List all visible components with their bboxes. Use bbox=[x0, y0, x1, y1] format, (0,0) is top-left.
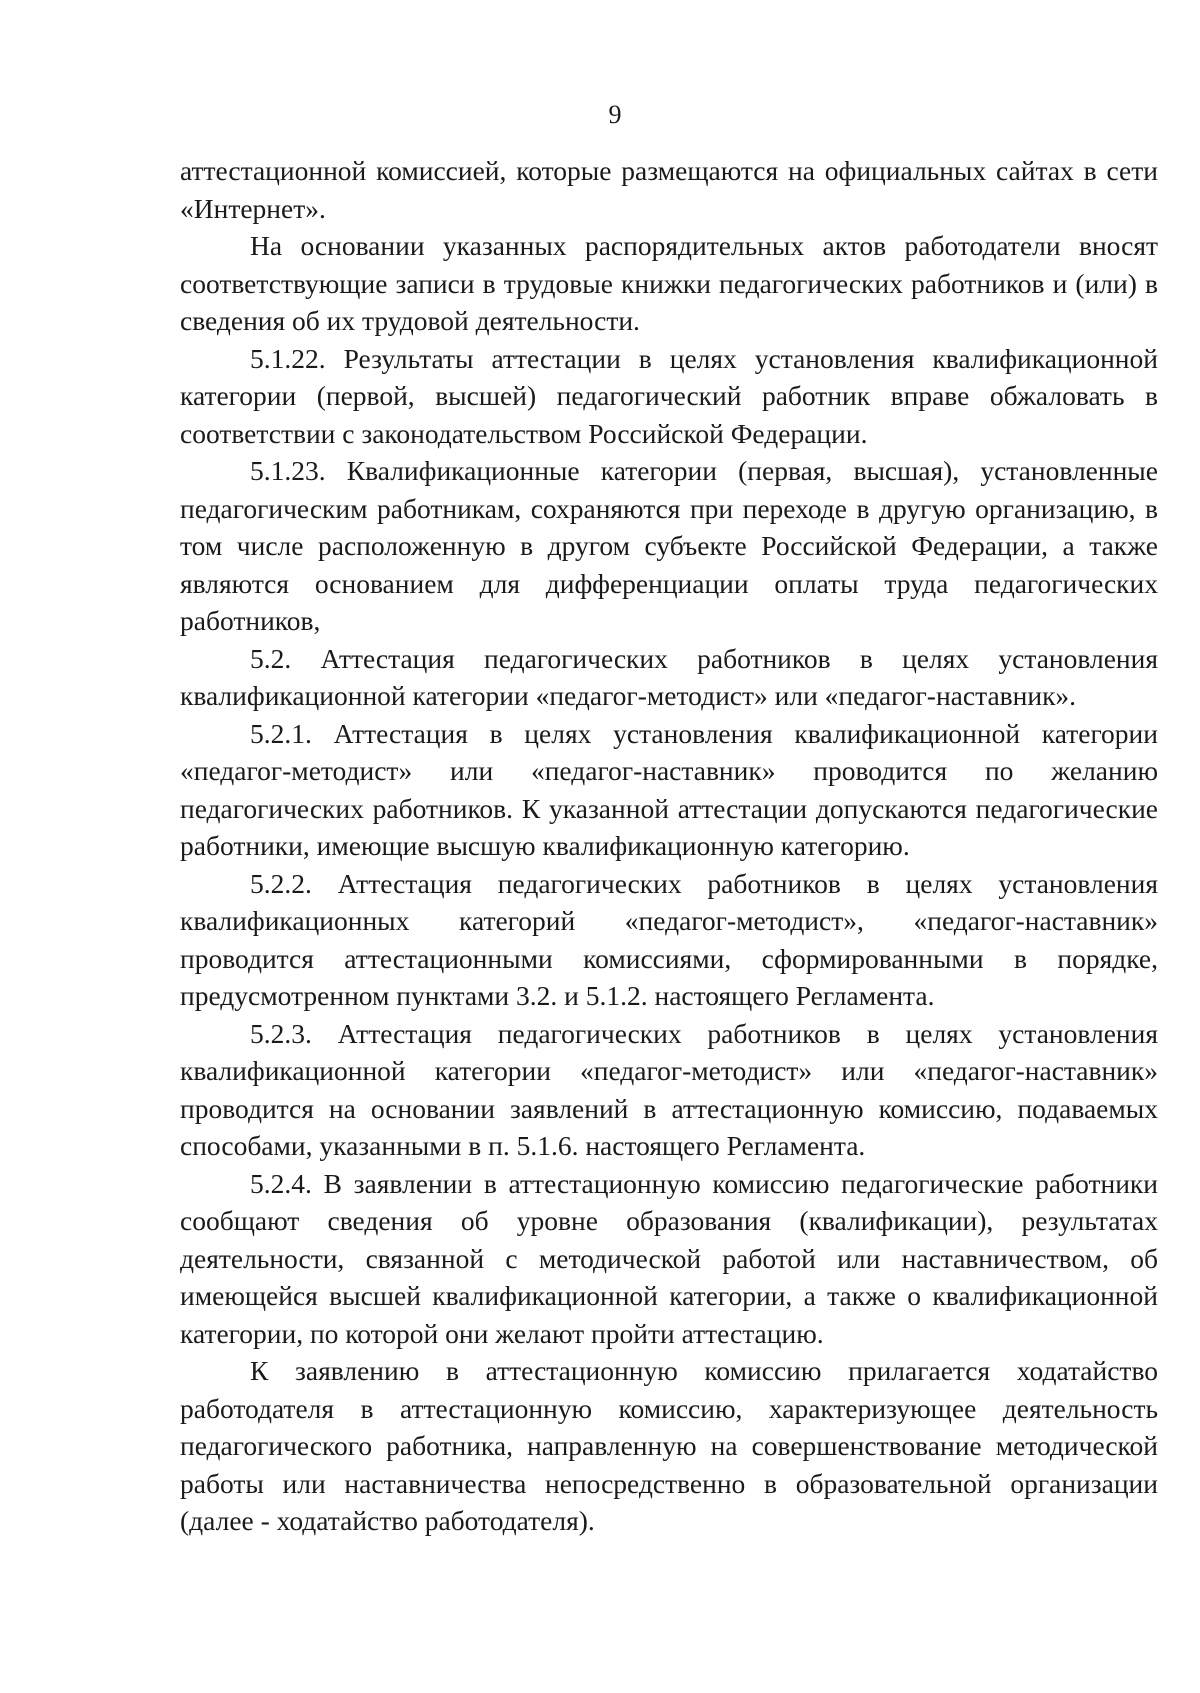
paragraph-5-2: 5.2. Аттестация педагогических работников в целях установления квалификационной категории «педагог-методист» или «педагог-наставник». bbox=[180, 642, 1158, 711]
paragraph-5-2-4: 5.2.4. В заявлении в аттестационную комиссию педагогические работники сообщают сведения об уровне образования (квалификации), результатах деятельности, связанной с методической работой или наставничеством, об имеющейся высшей квалификационной категории, а также о квалификационной категории, по которой они желают пройти аттестацию. bbox=[180, 1167, 1158, 1349]
paragraph-5-2-1: 5.2.1. Аттестация в целях установления квалификационной категории «педагог-методист» или «педагог-наставник» проводится по желанию педагогических работников. К указанной аттестации допускаются педагогические работники, имеющие высшую квалификационную категорию. bbox=[180, 717, 1158, 861]
paragraph-continuation: аттестационной комиссией, которые размещаются на официальных сайтах в сети «Интернет». bbox=[180, 155, 1158, 224]
paragraph-5-1-22: 5.1.22. Результаты аттестации в целях установления квалификационной категории (первой, высшей) педагогический работник вправе обжаловать в соответствии с законодательством Российской Федерации. bbox=[180, 342, 1158, 449]
document-body bbox=[180, 152, 1158, 1540]
paragraph-5-2-2: 5.2.2. Аттестация педагогических работников в целях установления квалификационных категорий «педагог-методист», «педагог-наставник» проводится аттестационными комиссиями, сформированными в порядке, предусмотренном пунктами 3.2. и 5.1.2. настоящего Регламента. bbox=[180, 867, 1158, 1011]
paragraph-5-1-23: 5.1.23. Квалификационные категории (первая, высшая), установленные педагогическим работникам, сохраняются при переходе в другую организацию, в том числе расположенную в другом субъекте Российской Федерации, а также являются основанием для дифференциации оплаты труда педагогических работников, bbox=[180, 455, 1158, 636]
paragraph-5-2-3: 5.2.3. Аттестация педагогических работников в целях установления квалификационной категории «педагог-методист» или «педагог-наставник» проводится на основании заявлений в аттестационную комиссию, подаваемых способами, указанными в п. 5.1.6. настоящего Регламента. bbox=[180, 1017, 1158, 1161]
paragraph: К заявлению в аттестационную комиссию прилагается ходатайство работодателя в аттестационную комиссию, характеризующее деятельность педагогического работника, направленную на совершенствование методической работы или наставничества непосредственно в образовательной организации (далее - ходатайство работодателя). bbox=[180, 1355, 1158, 1536]
paragraph: На основании указанных распорядительных актов работодатели вносят соответствующие записи в трудовые книжки педагогических работников и (или) в сведения об их трудовой деятельности. bbox=[180, 230, 1158, 336]
page-number: 9 bbox=[608, 100, 622, 129]
